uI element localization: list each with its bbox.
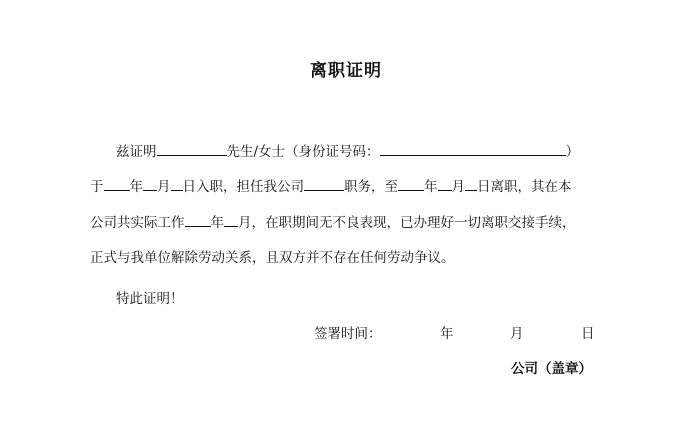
signature-day: 日 — [581, 326, 595, 342]
text-month: 月 — [157, 179, 171, 195]
text-year: 年 — [129, 179, 143, 195]
text-conduct: 月，在职期间无不良表现，已办理好一切离职交接手续， — [238, 215, 576, 231]
signature-month: 月 — [510, 326, 524, 342]
text-year-2: 年 — [424, 179, 438, 195]
text-joined-position: 日入职，担任我公司 — [182, 179, 304, 195]
work-months-blank — [224, 213, 238, 227]
text-worked: 公司共实际工作 — [90, 215, 185, 231]
paragraph-line-1 — [116, 142, 579, 161]
text-gender-id: 先生/女士（身份证号码： — [226, 144, 380, 160]
closing-statement: 特此证明！ — [116, 291, 184, 307]
signature-year: 年 — [440, 326, 454, 342]
text-left-company: 日离职，其在本 — [477, 179, 572, 195]
leave-day-blank — [465, 177, 477, 191]
signature-date-label: 签署时间： — [314, 326, 382, 342]
paragraph-line-2 — [90, 177, 572, 196]
name-blank — [157, 142, 227, 156]
work-years-blank — [185, 213, 211, 227]
leave-month-blank — [438, 177, 452, 191]
document-title: 离职证明 — [310, 61, 382, 81]
company-seal-label: 公司（盖章） — [511, 361, 592, 377]
text-month-2: 月 — [451, 179, 465, 195]
id-number-blank — [380, 142, 566, 156]
leave-year-blank — [398, 177, 424, 191]
text-on: 于 — [90, 179, 104, 195]
text-year-3: 年 — [210, 215, 224, 231]
paragraph-line-4: 正式与我单位解除劳动关系，且双方并不存在任何劳动争议。 — [90, 250, 455, 266]
join-year-blank — [104, 177, 130, 191]
join-month-blank — [143, 177, 157, 191]
join-day-blank — [171, 177, 183, 191]
paragraph-line-3 — [90, 213, 576, 232]
text-close-paren: ） — [565, 144, 580, 160]
text-certify: 兹证明 — [116, 144, 157, 160]
text-position-until: 职务，至 — [344, 179, 398, 195]
position-blank — [304, 177, 344, 191]
